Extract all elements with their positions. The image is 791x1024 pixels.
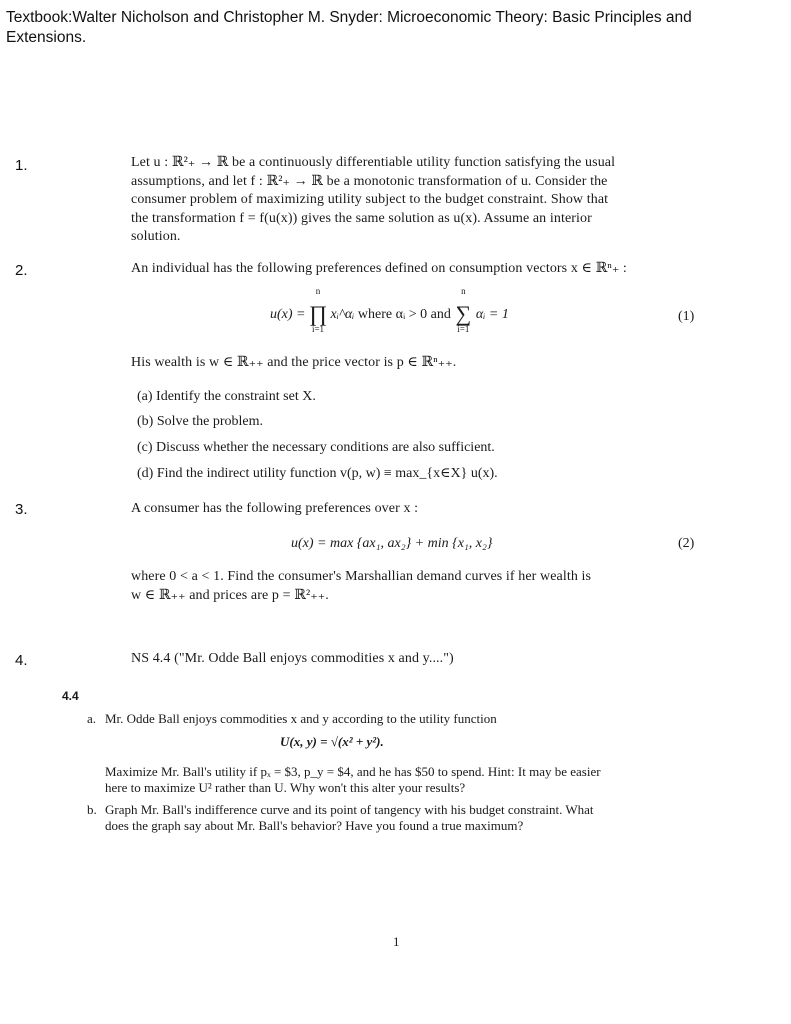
problem-1-line: solution. <box>131 229 181 245</box>
page-number: 1 <box>393 934 400 949</box>
problem-1-line: consumer problem of maximizing utility subject to the budget constraint. Show that <box>131 192 609 208</box>
product-upper-limit: n <box>315 286 321 296</box>
problem-2-item-d: (d) Find the indirect utility function v(p, w) ≡ max_{x∈X} u(x). <box>137 466 498 481</box>
document-header: Textbook:Walter Nicholson and Christopher M. Snyder: Microeconomic Theory: Basic Principles and Extensions. <box>6 9 692 46</box>
product-lower-limit: i=1 <box>311 324 325 334</box>
excerpt-a-line1: Mr. Odde Ball enjoys commodities x and y according to the utility function <box>105 711 497 726</box>
problem-2-number: 2. <box>15 262 28 279</box>
problem-4-number: 4. <box>15 652 28 669</box>
excerpt-b-line2: does the graph say about Mr. Ball's behavior? Have you found a true maximum? <box>105 818 524 833</box>
problem-3-number: 3. <box>15 501 28 518</box>
problem-1-text <box>131 154 699 247</box>
problem-2-item-b: (b) Solve the problem. <box>137 414 263 429</box>
equation-rhs: αᵢ = 1 <box>475 307 509 322</box>
problem-3-text <box>131 568 699 605</box>
sum-operator: n ∑ i=1 <box>455 286 472 334</box>
problem-4-text: NS 4.4 ("Mr. Odde Ball enjoys commodities x and y....") <box>131 651 454 666</box>
problem-2-item-a: (a) Identify the constraint set X. <box>137 389 316 404</box>
equation-2-tag: (2) <box>678 536 695 551</box>
product-operator: n ∏ i=1 <box>309 286 328 334</box>
equation-1-tag: (1) <box>678 309 695 324</box>
problem-2-intro: An individual has the following preferences defined on consumption vectors x ∈ ℝⁿ₊ : <box>131 261 627 276</box>
excerpt-a-label: a. <box>87 711 97 726</box>
excerpt-heading: 4.4 <box>62 689 79 703</box>
excerpt-b-line1: Graph Mr. Ball's indifference curve and its point of tangency with his budget constraint. What <box>105 802 594 817</box>
excerpt-b-label: b. <box>87 802 97 817</box>
problem-1-line: assumptions, and let f : ℝ²₊ → ℝ be a monotonic transformation of u. Consider the <box>131 173 608 189</box>
equation-lhs: u(x) = <box>270 307 306 322</box>
problem-2-item-c: (c) Discuss whether the necessary conditions are also sufficient. <box>137 440 495 455</box>
problem-1-line: the transformation f = f(u(x)) gives the same solution as u(x). Assume an interior <box>131 210 592 226</box>
problem-3-line: where 0 < a < 1. Find the consumer's Marshallian demand curves if her wealth is <box>131 569 592 584</box>
equation-term: xᵢ^αᵢ <box>330 307 355 322</box>
excerpt-a-line2: Maximize Mr. Ball's utility if pₓ = $3, p_y = $4, and he has $50 to spend. Hint: It may be easier <box>105 764 601 779</box>
problem-1-number: 1. <box>15 157 28 174</box>
problem-3-equation: u(x) = max {ax₁, ax₂} + min {x₁, x₂} <box>291 536 493 551</box>
problem-3-intro: A consumer has the following preferences over x : <box>131 501 419 516</box>
problem-2-equation <box>270 286 509 342</box>
problem-3-line: w ∈ ℝ₊₊ and prices are p = ℝ²₊₊. <box>131 587 329 603</box>
problem-2-wealth: His wealth is w ∈ ℝ₊₊ and the price vector is p ∈ ℝⁿ₊₊. <box>131 355 457 370</box>
excerpt-a-equation: U(x, y) = √(x² + y²). <box>280 734 384 749</box>
sum-upper-limit: n <box>461 286 466 296</box>
excerpt-a-line3: here to maximize U² rather than U. Why won't this alter your results? <box>105 780 466 795</box>
equation-where: where αᵢ > 0 and <box>357 307 451 322</box>
problem-1-line: Let u : ℝ²₊ → ℝ be a continuously differentiable utility function satisfying the usual <box>131 155 616 170</box>
sum-lower-limit: i=1 <box>457 324 470 334</box>
